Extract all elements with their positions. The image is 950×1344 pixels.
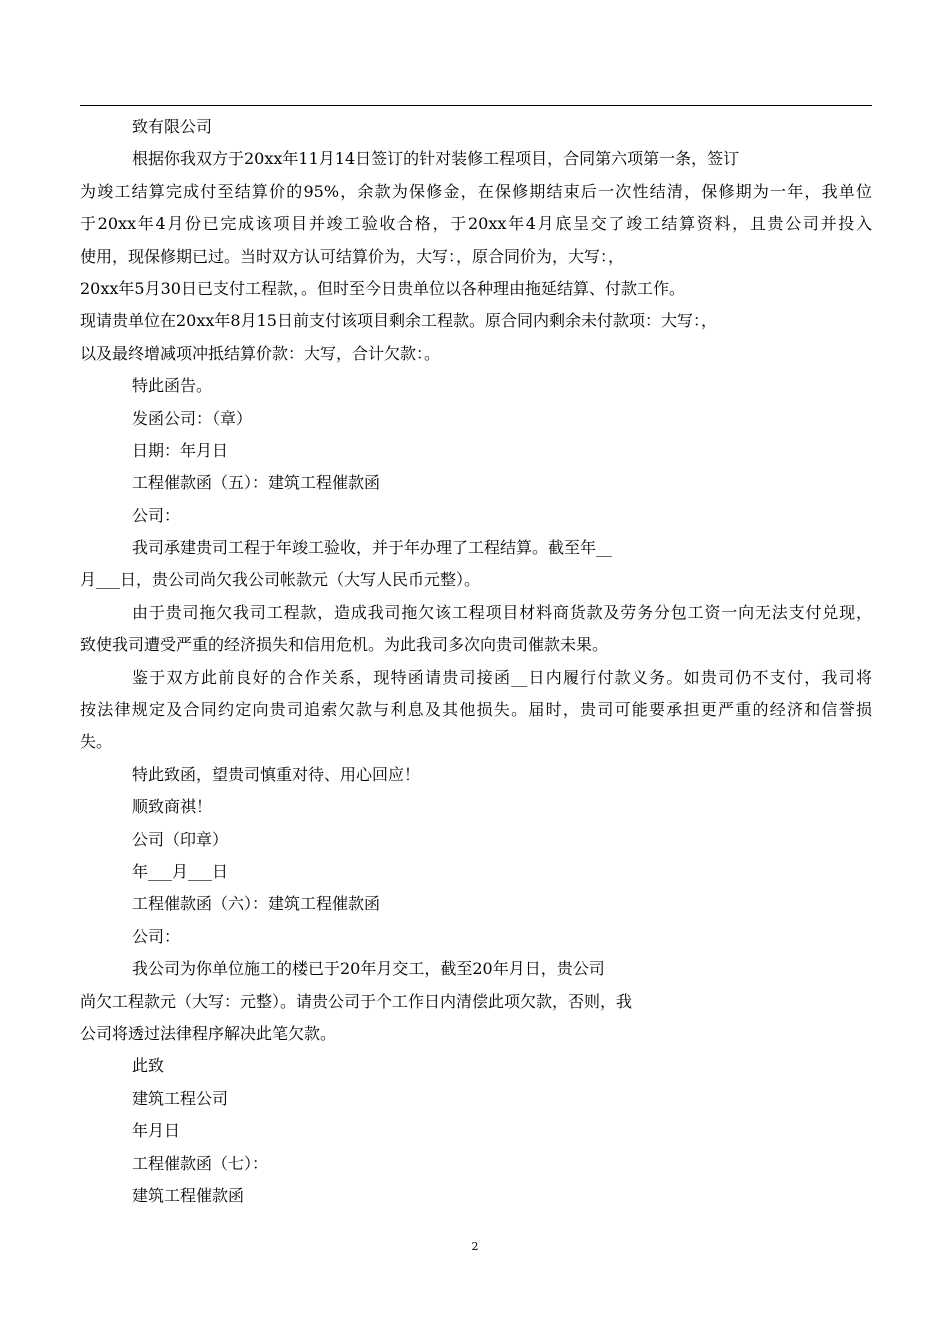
text-line: 工程催款函（六）：建筑工程催款函 <box>132 894 381 914</box>
document-body <box>80 111 872 1212</box>
text-line: 于20xx年4月份已完成该项目并竣工验收合格，于20xx年4月底呈交了竣工结算资料，且贵公司并投入 <box>80 214 872 234</box>
text-line: 使用，现保修期已过。当时双方认可结算价为，大写：，原合同价为，大写：， <box>80 246 625 266</box>
text-line: 20xx年5月30日已支付工程款，。但时至今日贵单位以各种理由拖延结算、付款工作。 <box>80 278 685 298</box>
text-line: 年月日 <box>132 1121 181 1141</box>
text-line: 发函公司：（章） <box>132 408 253 428</box>
text-line: 现请贵单位在20xx年8月15日前支付该项目剩余工程款。原合同内剩余未付款项：大写：， <box>80 311 717 331</box>
text-line: 我司承建贵司工程于年竣工验收，并于年办理了工程结算。截至年__ <box>132 538 613 558</box>
text-line: 日期：年月日 <box>132 440 229 460</box>
text-line: 致使我司遭受严重的经济损失和信用危机。为此我司多次向贵司催款未果。 <box>80 635 609 655</box>
text-line: 失。 <box>80 732 113 752</box>
text-line: 按法律规定及合同约定向贵司追索欠款与利息及其他损失。届时，贵司可能要承担更严重的经济和信誉损 <box>80 700 872 720</box>
text-line: 特此函告。 <box>132 376 213 396</box>
text-line: 以及最终增减项冲抵结算价款：大写，合计欠款：。 <box>80 343 441 363</box>
text-line: 致有限公司 <box>132 117 213 136</box>
text-line: 公司： <box>132 505 181 525</box>
text-line: 年___月___日 <box>132 861 229 881</box>
text-line: 工程催款函（五）：建筑工程催款函 <box>132 473 381 493</box>
text-line: 根据你我双方于20xx年11月14日签订的针对装修工程项目，合同第六项第一条，签订 <box>132 149 740 169</box>
text-line: 由于贵司拖欠我司工程款，造成我司拖欠该工程项目材料商货款及劳务分包工资一向无法支付兑现， <box>132 602 872 622</box>
header-rule <box>80 105 872 106</box>
text-line: 为竣工结算完成付至结算价的95%，余款为保修金，在保修期结束后一次性结清，保修期为一年，我单位 <box>80 181 872 201</box>
text-line: 公司（印章） <box>132 829 229 849</box>
text-line: 月___日，贵公司尚欠我公司帐款元（大写人民币元整）。 <box>80 570 481 590</box>
text-line: 工程催款函（七）： <box>132 1153 269 1173</box>
page-number: 2 <box>471 1240 479 1253</box>
text-line: 我公司为你单位施工的楼已于20年月交工，截至20年月日，贵公司 <box>132 959 605 979</box>
text-line: 此致 <box>132 1056 165 1076</box>
text-line: 建筑工程催款函 <box>132 1185 245 1205</box>
text-line: 尚欠工程款元（大写：元整）。请贵公司于个工作日内清偿此项欠款，否则，我 <box>80 991 633 1011</box>
text-line: 公司： <box>132 926 181 946</box>
text-line: 鉴于双方此前良好的合作关系，现特函请贵司接函__日内履行付款义务。如贵司仍不支付，我司将 <box>132 667 872 687</box>
text-line: 特此致函，望贵司慎重对待、用心回应！ <box>132 764 421 784</box>
text-line: 顺致商祺！ <box>132 797 213 817</box>
text-line: 建筑工程公司 <box>132 1088 229 1108</box>
text-line: 公司将透过法律程序解决此笔欠款。 <box>80 1023 337 1043</box>
